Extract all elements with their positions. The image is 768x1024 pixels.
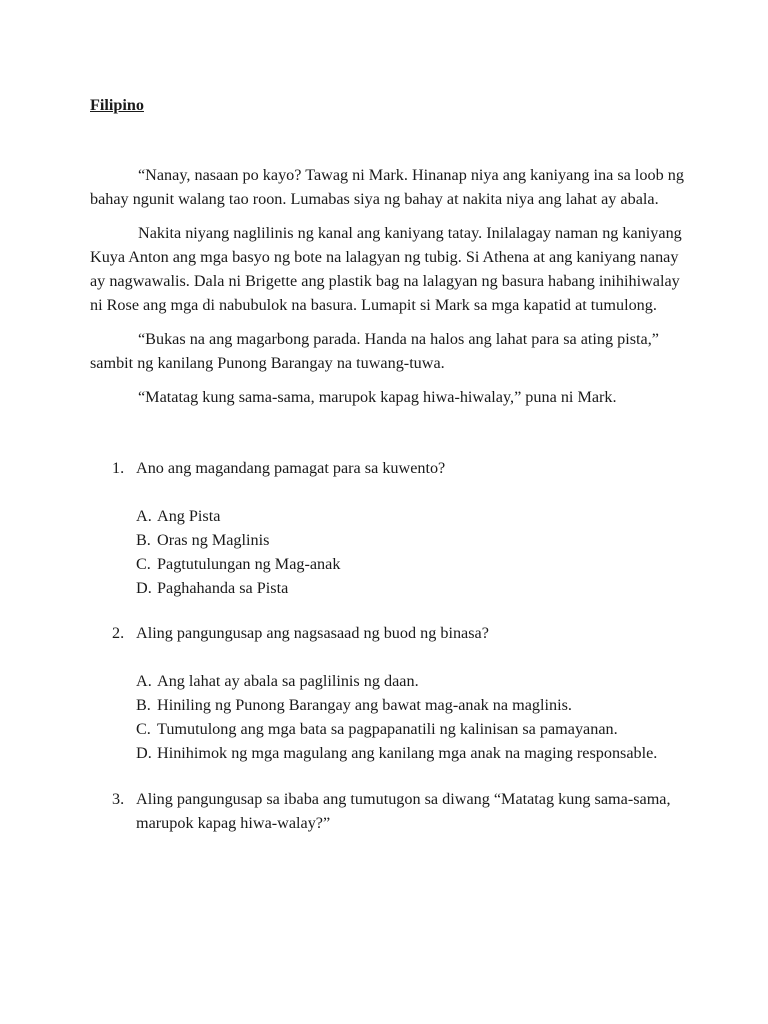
choice-text: Ang Pista bbox=[157, 507, 221, 525]
choice-text: Tumutulong ang mga bata sa pagpapanatili ng kalinisan sa pamayanan. bbox=[157, 720, 618, 738]
choice-letter: D. bbox=[136, 744, 152, 762]
document-heading: Filipino bbox=[90, 96, 144, 114]
choice-d bbox=[136, 741, 690, 765]
choice-letter: A. bbox=[136, 672, 152, 690]
choice-text: Oras ng Maglinis bbox=[157, 531, 270, 549]
story-paragraph: “Matatag kung sama-sama, marupok kapag hiwa-hiwalay,” puna ni Mark. bbox=[138, 388, 617, 406]
choice-list bbox=[136, 669, 690, 765]
question-text: Aling pangungusap ang nagsasaad ng buod ng binasa? bbox=[136, 624, 489, 642]
choice-letter: B. bbox=[136, 531, 151, 549]
story-paragraph: “Bukas na ang magarbong parada. Handa na halos ang lahat para sa ating pista,” sambit ng kanilang Punong Barangay na tuwang-tuwa. bbox=[90, 330, 659, 372]
choice-text: Paghahanda sa Pista bbox=[157, 579, 289, 597]
choice-text: Hinihimok ng mga magulang ang kanilang mga anak na maging responsable. bbox=[157, 744, 658, 762]
choice-letter: D. bbox=[136, 579, 152, 597]
choice-d bbox=[136, 576, 690, 600]
question-number: 2. bbox=[112, 624, 125, 642]
choice-b bbox=[136, 528, 690, 552]
choice-list bbox=[136, 504, 690, 600]
choice-text: Hiniling ng Punong Barangay ang bawat mag-anak na maglinis. bbox=[157, 696, 572, 714]
choice-c bbox=[136, 717, 690, 741]
story-paragraph: “Nanay, nasaan po kayo? Tawag ni Mark. Hinanap niya ang kaniyang ina sa loob ng bahay ngunit walang tao roon. Lumabas siya ng bahay at nakita niya ang lahat ay abala. bbox=[90, 166, 684, 208]
choice-letter: B. bbox=[136, 696, 151, 714]
question-3 bbox=[90, 787, 690, 835]
question-list bbox=[90, 456, 690, 835]
choice-letter: C. bbox=[136, 555, 151, 573]
story-paragraph: Nakita niyang naglilinis ng kanal ang kaniyang tatay. Inilalagay naman ng kaniyang Kuya Anton ang mga basyo ng bote na lalagyan ng tubig. Si Athena at ang kaniyang nanay ay nagwawalis. Dala ni Brigette ang plastik bag na lalagyan ng basura habang inihihiwalay ni Rose ang mga di nabubulok na basura. Lumapit si Mark sa mga kapatid at tumulong. bbox=[90, 224, 682, 314]
choice-text: Pagtutulungan ng Mag-anak bbox=[157, 555, 341, 573]
document-page bbox=[90, 94, 690, 835]
question-2 bbox=[90, 621, 690, 765]
story-text bbox=[90, 163, 690, 409]
choice-b bbox=[136, 693, 690, 717]
choice-letter: A. bbox=[136, 507, 152, 525]
choice-a bbox=[136, 669, 690, 693]
question-number: 1. bbox=[112, 459, 125, 477]
choice-letter: C. bbox=[136, 720, 151, 738]
question-text: Ano ang magandang pamagat para sa kuwento? bbox=[136, 459, 446, 477]
question-text: Aling pangungusap sa ibaba ang tumutugon sa diwang “Matatag kung sama-sama, marupok kapag hiwa-walay?” bbox=[136, 790, 671, 832]
question-1 bbox=[90, 456, 690, 600]
choice-a bbox=[136, 504, 690, 528]
question-number: 3. bbox=[112, 790, 125, 808]
choice-text: Ang lahat ay abala sa paglilinis ng daan. bbox=[157, 672, 419, 690]
choice-c bbox=[136, 552, 690, 576]
